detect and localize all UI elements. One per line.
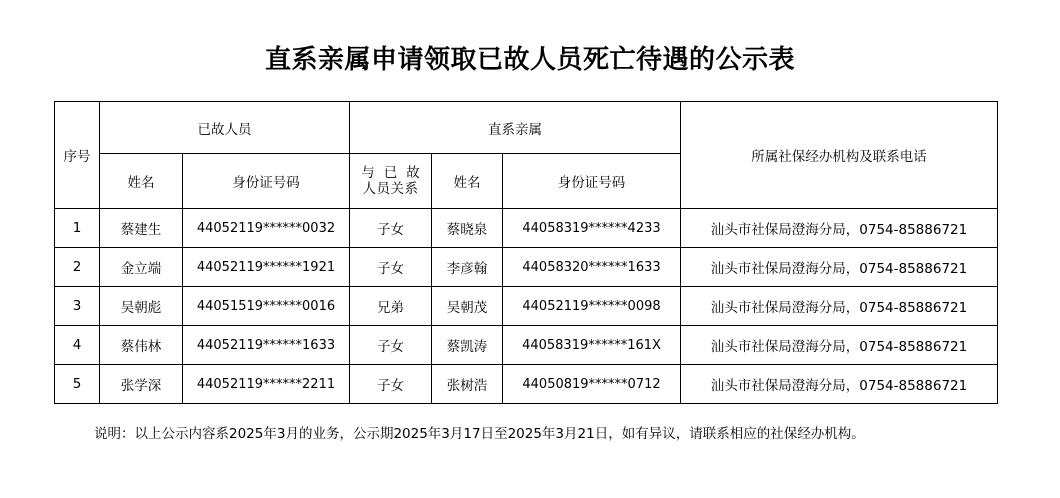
header-relative-id: 身份证号码	[503, 154, 681, 209]
cell-deceased-name: 金立端	[100, 248, 183, 287]
header-relation-line1: 与已故	[361, 165, 429, 181]
cell-deceased-id: 44052119******0032	[183, 209, 350, 248]
cell-deceased-name: 张学深	[100, 365, 183, 404]
cell-seq: 2	[55, 248, 100, 287]
header-relation	[350, 154, 432, 209]
cell-relative-name: 蔡凯涛	[432, 326, 503, 365]
header-deceased-id: 身份证号码	[183, 154, 350, 209]
cell-seq: 4	[55, 326, 100, 365]
cell-seq: 5	[55, 365, 100, 404]
header-agency: 所属社保经办机构及联系电话	[681, 102, 998, 209]
header-relation-line2: 人员关系	[362, 181, 419, 197]
cell-relation: 子女	[350, 209, 432, 248]
cell-agency: 汕头市社保局澄海分局，0754-85886721	[681, 287, 998, 326]
cell-deceased-name: 蔡伟林	[100, 326, 183, 365]
cell-agency: 汕头市社保局澄海分局，0754-85886721	[681, 209, 998, 248]
cell-relative-name: 李彦翰	[432, 248, 503, 287]
cell-relation: 子女	[350, 365, 432, 404]
table-row	[55, 209, 998, 248]
cell-deceased-id: 44052119******2211	[183, 365, 350, 404]
cell-deceased-id: 44051519******0016	[183, 287, 350, 326]
cell-relation: 子女	[350, 326, 432, 365]
cell-deceased-name: 蔡建生	[100, 209, 183, 248]
cell-relation: 兄弟	[350, 287, 432, 326]
cell-relative-id: 44058319******161X	[503, 326, 681, 365]
footnote: 说明：以上公示内容系2025年3月的业务，公示期2025年3月17日至2025年3月21日，如有异议，请联系相应的社保经办机构。	[94, 426, 865, 442]
cell-relative-name: 蔡晓泉	[432, 209, 503, 248]
table-row	[55, 287, 998, 326]
cell-relative-name: 张树浩	[432, 365, 503, 404]
cell-relative-name: 吴朝茂	[432, 287, 503, 326]
table-row	[55, 248, 998, 287]
cell-relative-id: 44058320******1633	[503, 248, 681, 287]
header-seq: 序号	[55, 102, 100, 209]
cell-relative-id: 44058319******4233	[503, 209, 681, 248]
cell-agency: 汕头市社保局澄海分局，0754-85886721	[681, 365, 998, 404]
header-deceased-name: 姓名	[100, 154, 183, 209]
cell-relative-id: 44050819******0712	[503, 365, 681, 404]
cell-agency: 汕头市社保局澄海分局，0754-85886721	[681, 326, 998, 365]
cell-relative-id: 44052119******0098	[503, 287, 681, 326]
cell-deceased-name: 吴朝彪	[100, 287, 183, 326]
notice-table	[54, 101, 998, 404]
table-row	[55, 326, 998, 365]
cell-seq: 3	[55, 287, 100, 326]
header-row-group	[55, 102, 998, 154]
cell-relation: 子女	[350, 248, 432, 287]
cell-deceased-id: 44052119******1633	[183, 326, 350, 365]
page-title: 直系亲属申请领取已故人员死亡待遇的公示表	[264, 45, 795, 75]
table-row	[55, 365, 998, 404]
header-relative-group: 直系亲属	[350, 102, 681, 154]
header-deceased-group: 已故人员	[100, 102, 350, 154]
cell-seq: 1	[55, 209, 100, 248]
cell-deceased-id: 44052119******1921	[183, 248, 350, 287]
cell-agency: 汕头市社保局澄海分局，0754-85886721	[681, 248, 998, 287]
header-relative-name: 姓名	[432, 154, 503, 209]
